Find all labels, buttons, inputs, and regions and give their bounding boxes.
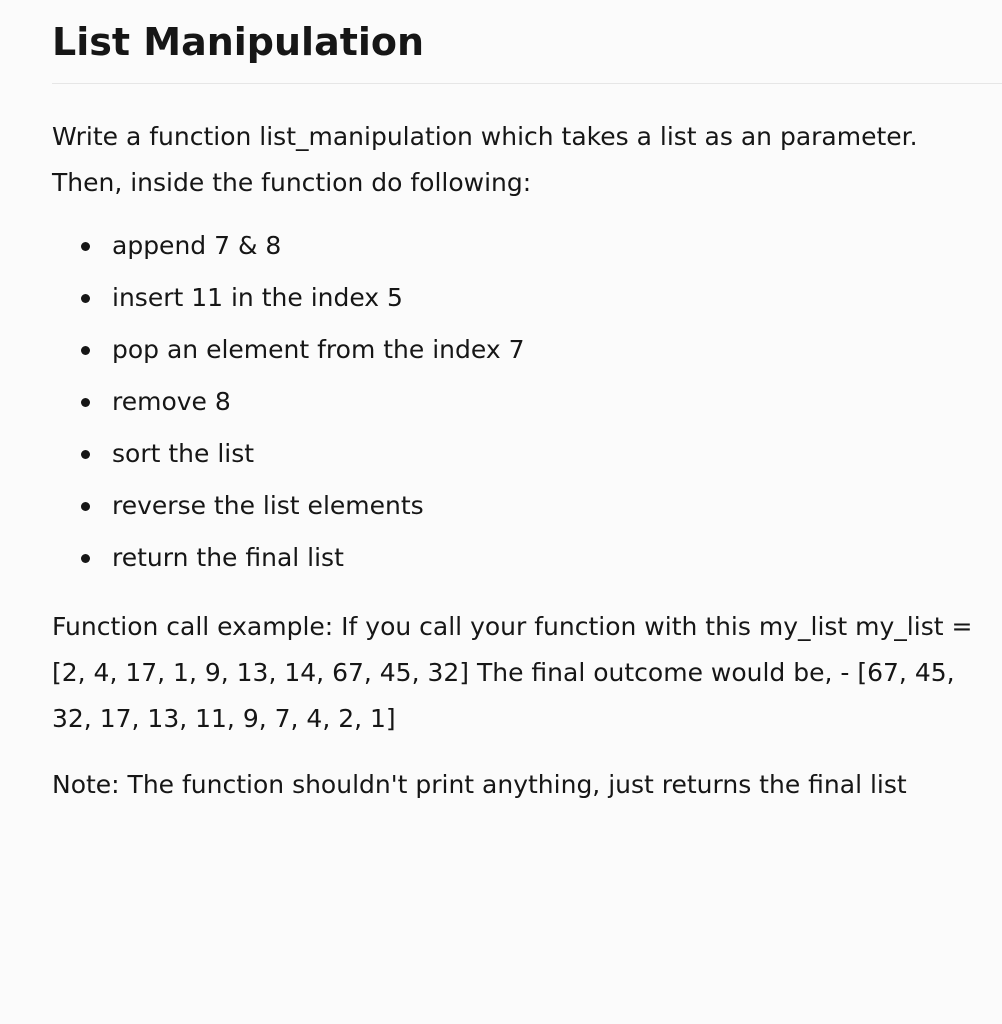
list-item <box>52 220 1002 272</box>
step-text: reverse the list elements <box>112 491 424 520</box>
step-text: append 7 & 8 <box>112 231 282 260</box>
note-text: Note: The function shouldn't print anything, just returns the final list <box>52 770 907 799</box>
step-text: pop an element from the index 7 <box>112 335 525 364</box>
bullet-icon <box>81 450 90 459</box>
bullet-icon <box>81 242 90 251</box>
bullet-icon <box>81 346 90 355</box>
problem-description: Write a function list_manipulation which takes a list as an parameter. Then, inside the function do following: <box>52 122 918 197</box>
title-divider <box>52 83 1002 84</box>
list-item <box>52 272 1002 324</box>
step-text: sort the list <box>112 439 255 468</box>
step-text: insert 11 in the index 5 <box>112 283 403 312</box>
page-title: List Manipulation <box>52 20 425 64</box>
list-item <box>52 428 1002 480</box>
bullet-icon <box>81 294 90 303</box>
steps-list <box>52 220 1002 584</box>
list-item <box>52 324 1002 376</box>
list-item <box>52 480 1002 532</box>
step-text: remove 8 <box>112 387 231 416</box>
bullet-icon <box>81 398 90 407</box>
step-text: return the final list <box>112 543 344 572</box>
bullet-icon <box>81 502 90 511</box>
function-call-example: Function call example: If you call your function with this my_list my_list = [2, 4, 17, 1, 9, 13, 14, 67, 45, 32] The final outcome would be, - [67, 45, 32, 17, 13, 11, 9, 7, 4, 2, 1] <box>52 612 973 733</box>
list-item <box>52 376 1002 428</box>
bullet-icon <box>81 554 90 563</box>
list-item <box>52 532 1002 584</box>
